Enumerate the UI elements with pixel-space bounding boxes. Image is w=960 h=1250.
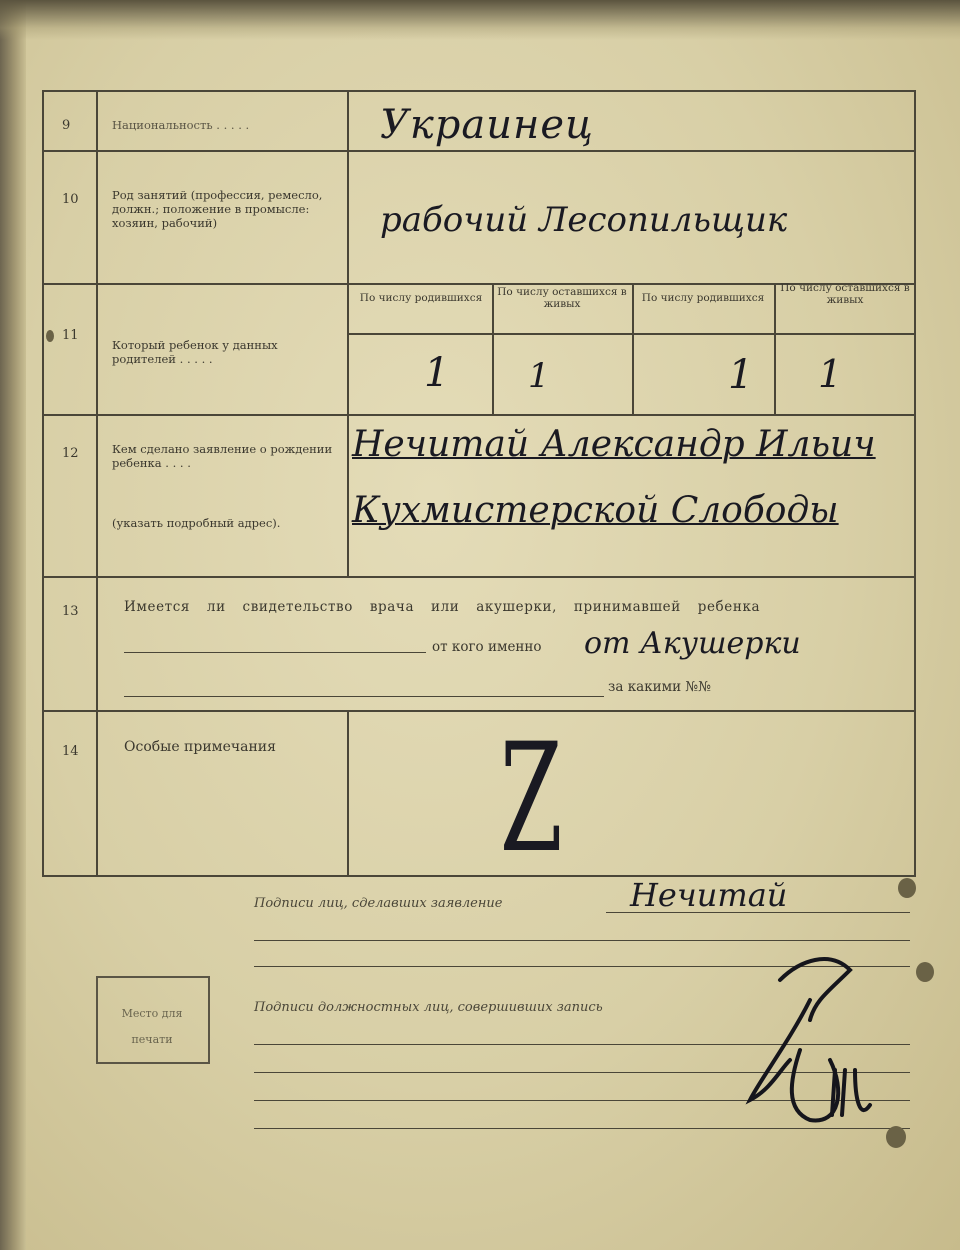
page-top-shadow — [0, 0, 960, 40]
paper-hole — [916, 962, 934, 982]
row-13-blank-line — [124, 696, 604, 697]
row-line — [42, 90, 916, 92]
row-13-number-label: за какими №№ — [608, 679, 711, 695]
row-line — [42, 150, 916, 152]
column-line — [632, 283, 634, 414]
row-11-value-2: 1 — [528, 356, 550, 396]
row-9-handwritten-value: Украинец — [380, 102, 594, 148]
row-line — [42, 576, 916, 578]
row-13-from-label: от кого именно — [432, 639, 542, 655]
stamp-label-line-1: Место для — [121, 1007, 183, 1020]
row-12-number: 12 — [62, 446, 79, 461]
row-13-label: Имеется ли свидетельство врача или акушерки, принимавшей ребенка — [124, 599, 761, 615]
row-13-handwritten-from: от Акушерки — [584, 626, 801, 661]
row-13-number: 13 — [62, 604, 79, 619]
row-11-label: Который ребенок у данных родителей . . . . . — [112, 338, 278, 366]
paper-hole — [898, 878, 916, 898]
paper-hole — [886, 1126, 906, 1148]
row-12-handwritten-address: Кухмистерской Слободы — [352, 490, 839, 531]
row-11-col-3-header: По числу родившихся — [641, 292, 765, 304]
row-11-col-2-header: По числу оставшихся в живых — [497, 286, 627, 310]
column-line — [96, 90, 98, 875]
official-signature-scribble — [720, 940, 920, 1140]
row-line — [42, 710, 916, 712]
row-11-value-4: 1 — [818, 352, 843, 396]
row-11-number: 11 — [62, 328, 79, 343]
row-11-col-4-header: По числу оставшихся в живых — [780, 282, 910, 306]
row-9-label: Национальность . . . . . — [112, 118, 250, 132]
row-10-number: 10 — [62, 192, 79, 207]
row-11-value-3: 1 — [728, 352, 754, 398]
row-line — [348, 333, 914, 335]
row-line — [42, 414, 916, 416]
row-12-label-address: (указать подробный адрес). — [112, 516, 281, 530]
row-11-col-1-header: По числу родившихся — [359, 292, 483, 304]
row-9-number: 9 — [62, 118, 71, 133]
applicant-signature-label: Подписи лиц, сделавших заявление — [254, 896, 503, 911]
row-14-number: 14 — [62, 744, 79, 759]
row-10-label: Род занятий (профессия, ремесло, должн.; положение в промысле: хозяин, рабочий) — [112, 188, 323, 230]
stamp-label-line-2: печати — [131, 1033, 173, 1046]
row-12-handwritten-name: Нечитай Александр Ильич — [352, 424, 876, 465]
stamp-place-box — [96, 976, 210, 1064]
column-line — [774, 283, 776, 414]
column-line — [492, 283, 494, 414]
book-binding — [0, 0, 26, 1250]
column-line — [42, 90, 44, 875]
row-11-value-1: 1 — [424, 350, 450, 396]
officials-signature-label: Подписи должностных лиц, совершивших запись — [254, 1000, 603, 1015]
column-line — [347, 710, 349, 875]
row-10-handwritten-value: рабочий Лесопильщик — [380, 200, 788, 240]
paper-hole — [46, 330, 54, 342]
row-14-handwritten-mark: Z — [500, 712, 563, 886]
row-13-blank-line — [124, 652, 426, 653]
row-14-label: Особые примечания — [124, 739, 276, 755]
column-line — [347, 90, 349, 576]
row-12-label: Кем сделано заявление о рождении ребенка . . . . — [112, 442, 333, 470]
applicant-handwritten-signature: Нечитай — [630, 876, 788, 914]
column-line — [914, 90, 916, 875]
